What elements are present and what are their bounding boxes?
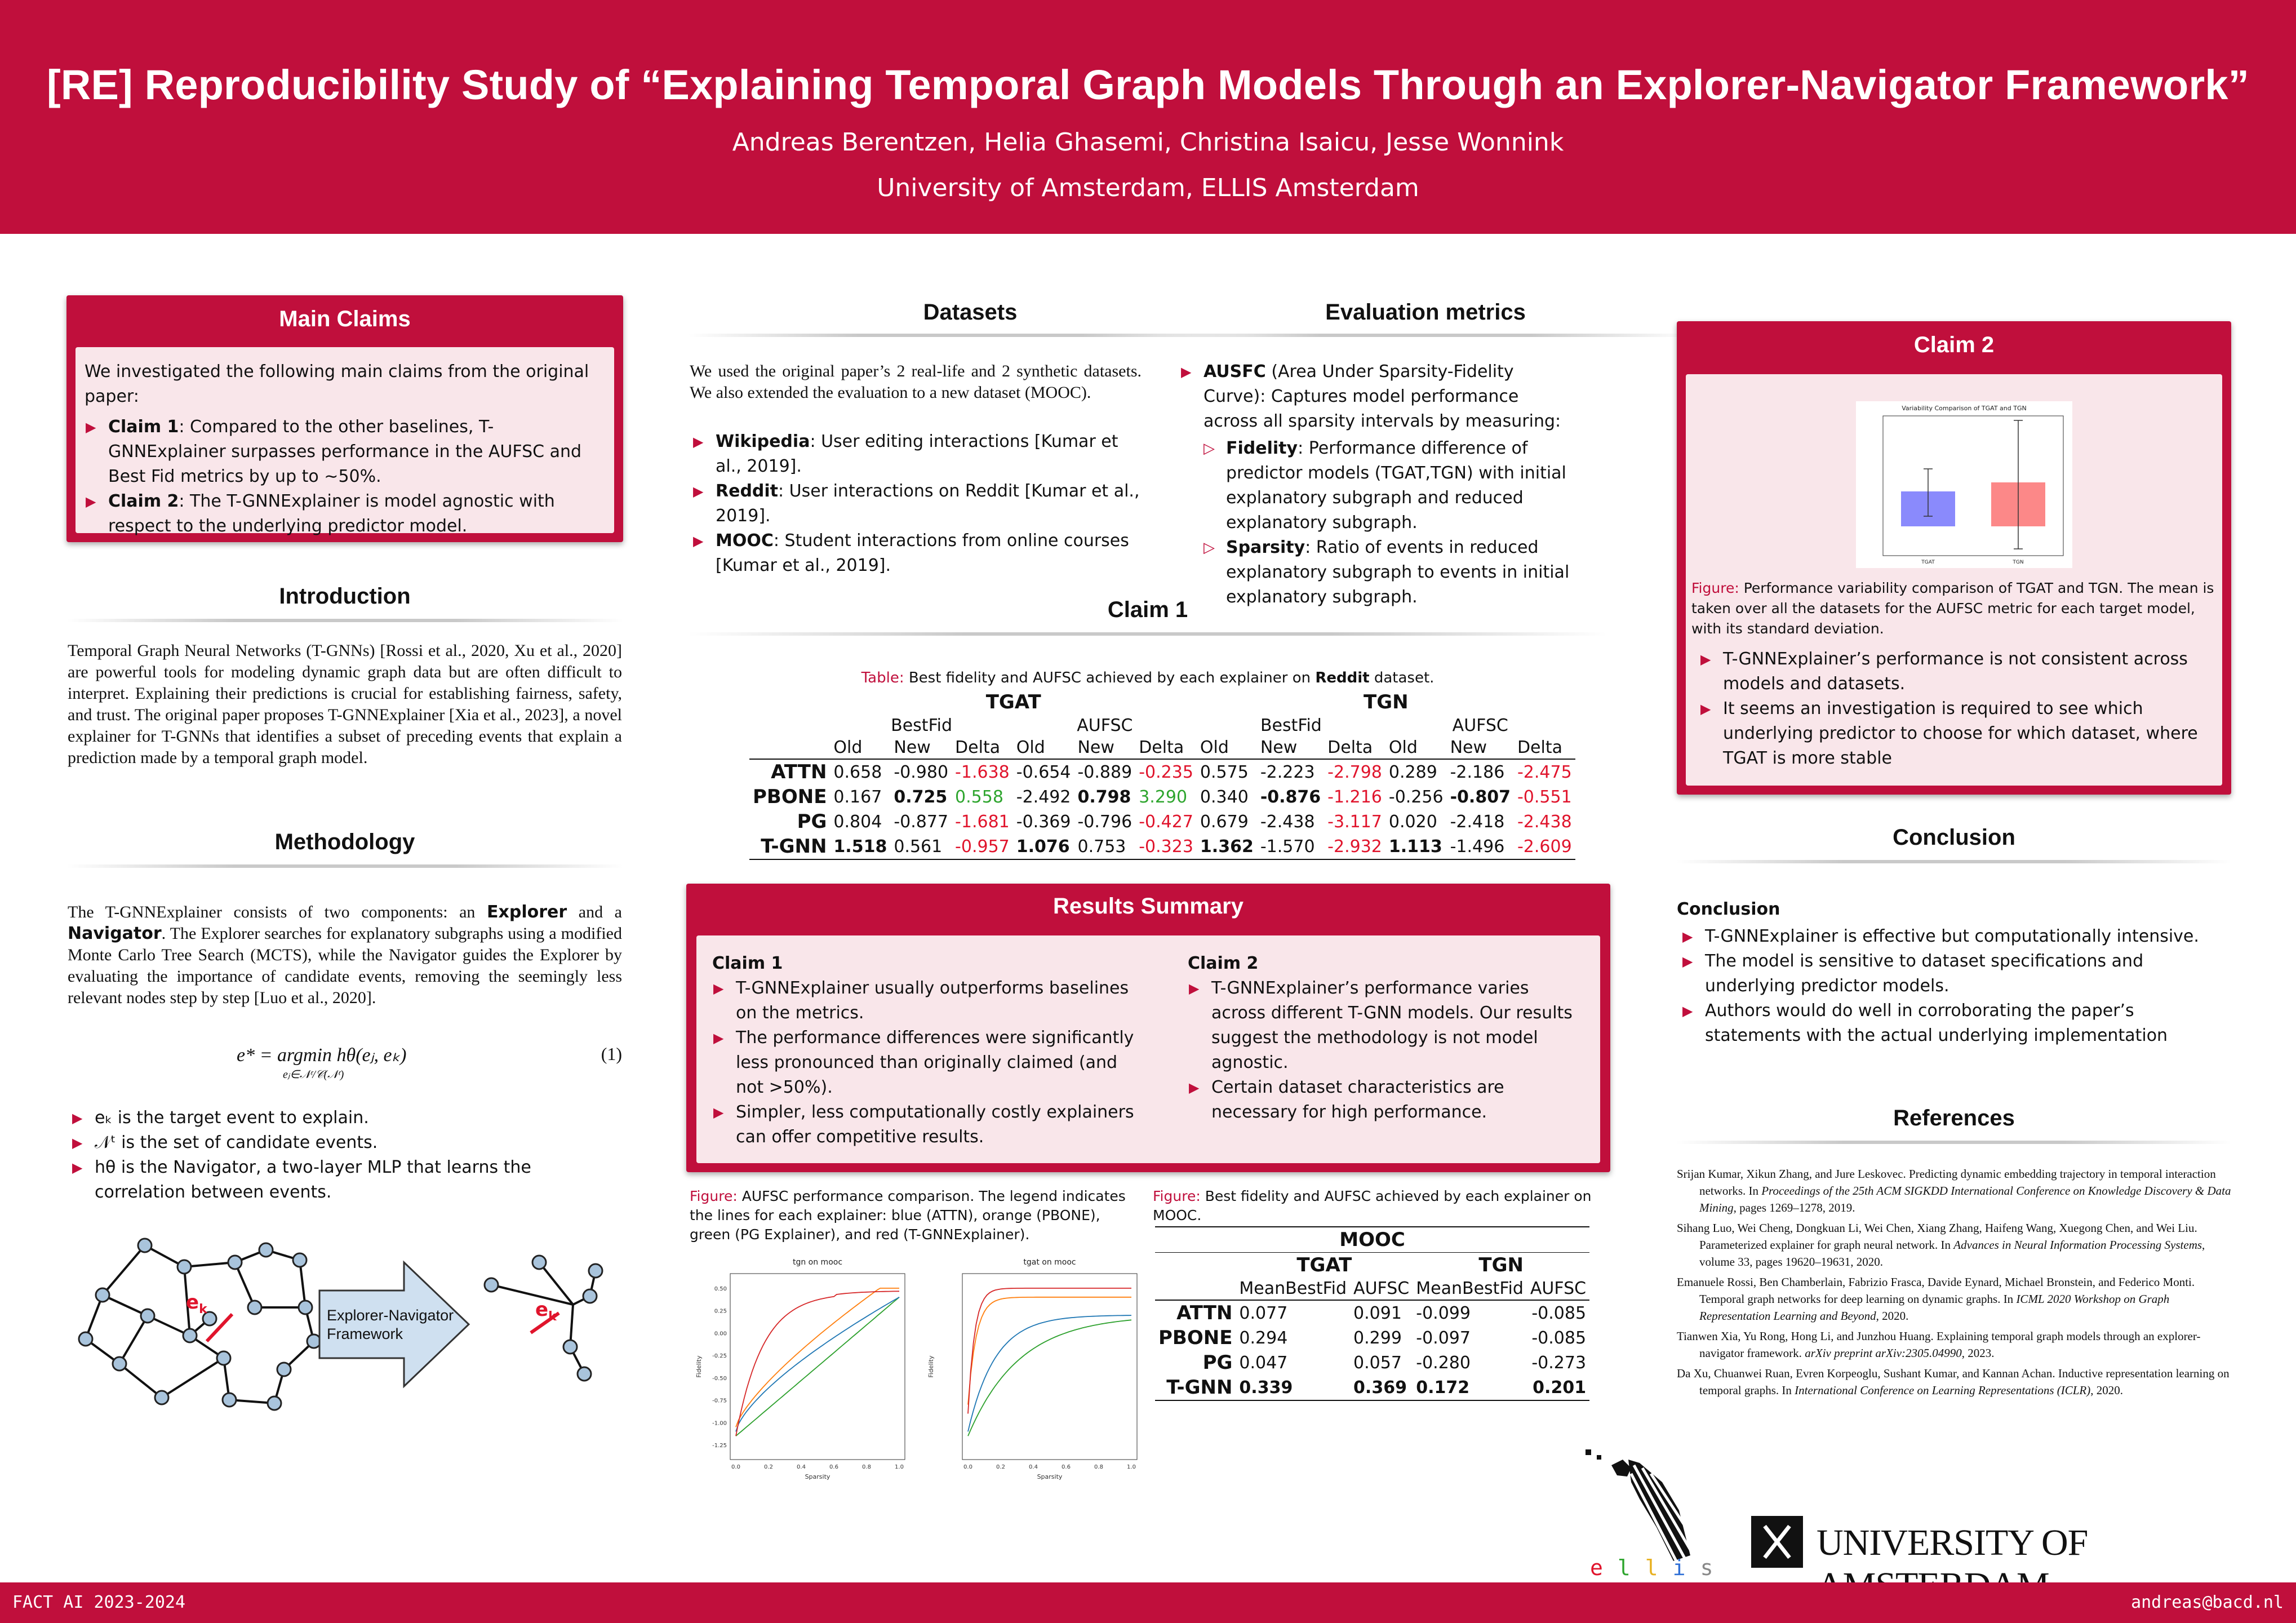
results-claim2 xyxy=(1188,951,1582,1125)
x-tick-label: 0.4 xyxy=(1029,1464,1038,1470)
methodology-bullet: ▶ eₖ is the target event to explain. xyxy=(71,1106,621,1130)
y-tick-label: -1.25 xyxy=(712,1443,727,1449)
table-metric-row: BestFid AUFSC BestFid AUFSC xyxy=(891,716,1508,735)
mooc-table-title: MOOC xyxy=(1339,1229,1405,1251)
results-bullet: ▶ The performance differences were significantly less pronounced than originally claimed (and not >50%). xyxy=(712,1026,1140,1100)
plot-title: tgn on mooc xyxy=(792,1258,843,1267)
framework-arrow-label: Framework xyxy=(327,1325,403,1342)
table-row: ATTN 0.658 -0.980 -1.638 -0.654 -0.889 -0.235 0.575 -2.223 -2.798 0.289 -2.186 -2.475 xyxy=(771,761,1572,783)
metric-item: ▶ AUSFC (Area Under Sparsity-Fidelity Curve): Captures model performance across all sparsity intervals by measuring: ▷ Fidelity: Performance difference of predictor models (TGAT,TGN) with initial explanatory subgraph and reduced explanatory subgraph. ▷ Sparsity: Ratio of events in reduced explanatory subgraph to events in initial explanatory subgraph. xyxy=(1180,360,1574,610)
mooc-results-table xyxy=(1155,1226,1589,1401)
footer-email: andreas@bacd.nl xyxy=(2131,1593,2284,1612)
table-row: T-GNN 0.339 0.369 0.172 0.201 xyxy=(1166,1376,1587,1399)
x-tick-label: 0.4 xyxy=(797,1464,806,1470)
y-tick-label: 0.00 xyxy=(714,1331,727,1337)
x-tick-label: 1.0 xyxy=(895,1464,904,1470)
results-bullet: ▶ Simpler, less computationally costly explainers can offer competitive results. xyxy=(712,1100,1140,1150)
reddit-results-table xyxy=(749,690,1575,860)
table-row: PG 0.804 -0.877 -1.681 -0.369 -0.796 -0.427 0.679 -2.438 -3.117 0.020 -2.418 -2.438 xyxy=(797,810,1572,833)
mooc-table-caption: Figure: Best fidelity and AUFSC achieved by each explainer on MOOC. xyxy=(1153,1188,1592,1223)
ellis-wordmark: ellis xyxy=(1590,1555,1728,1580)
group-header: TGAT xyxy=(985,691,1041,713)
results-bullet: ▶ T-GNNExplainer usually outperforms baselines on the metrics. xyxy=(712,976,1140,1026)
claim2-figure-caption: Figure: Performance variability comparison of TGAT and TGN. The mean is taken over all the datasets for the AUFSC metric for each target model, with its standard deviation. xyxy=(1691,580,2214,637)
main-claims-content xyxy=(76,347,614,536)
dataset-item: ▶ MOOC: Student interactions from online courses [Kumar et al., 2019]. xyxy=(692,529,1143,578)
explorer-navigator-diagram xyxy=(63,1229,627,1420)
results-claim2-title: Claim 2 xyxy=(1188,954,1259,973)
y-tick-label: -0.25 xyxy=(712,1353,727,1360)
metric-subitem: ▷ Sparsity: Ratio of events in reduced explanatory subgraph to events in initial explanatory subgraph. xyxy=(1203,535,1574,610)
table-group-row xyxy=(749,690,1575,715)
claim2-heading: Claim 2 xyxy=(1913,332,1995,357)
conclusion-heading: Conclusion xyxy=(1893,825,2015,850)
main-claims-box xyxy=(66,295,623,542)
poster-authors: Andreas Berentzen, Helia Ghasemi, Christina Isaicu, Jesse Wonnink xyxy=(732,128,1564,157)
introduction-text: Temporal Graph Neural Networks (T-GNNs) [Rossi et al., 2020, Xu et al., 2020] are powerful tools for modeling dynamic graph data but are often difficult to interpret. Explaining their predictions is crucial for establishing fairness, safety, and trust. The original paper proposes T-GNNExplainer [Xia et al., 2023], a novel explainer for T-GNNs that identifies a subset of preceding events that explain a prediction made by a temporal graph model. xyxy=(68,641,622,767)
x-axis-label: Sparsity xyxy=(1037,1473,1063,1480)
results-summary-box xyxy=(686,884,1610,1172)
tgn-tick-label: TGN xyxy=(2013,560,2024,565)
equation-subscript: eⱼ∈𝒩ᵗ/𝒞(𝒩ᵗ) xyxy=(283,1068,344,1081)
tgat-on-mooc-plot xyxy=(924,1254,1149,1497)
dataset-item: ▶ Reddit: User interactions on Reddit [Kumar et al., 2019]. xyxy=(692,479,1143,529)
x-tick-label: 0.0 xyxy=(963,1464,972,1470)
reference-item: Tianwen Xia, Yu Rong, Hong Li, and Junzhou Huang. Explaining temporal graph models through an explorer-navigator framework. arXiv preprint arXiv:2305.04990, 2023. xyxy=(1677,1329,2201,1360)
claim-item: ▶ Claim 2: The T-GNNExplainer is model agnostic with respect to the underlying predictor model. xyxy=(85,489,606,539)
methodology-heading: Methodology xyxy=(274,830,415,854)
graph-edges-left xyxy=(86,1245,314,1403)
x-tick-label: 0.6 xyxy=(1062,1464,1071,1470)
references-list xyxy=(1677,1165,2231,1399)
results-claim1-title: Claim 1 xyxy=(712,954,783,973)
poster-header xyxy=(0,0,2296,234)
section-rule xyxy=(1677,860,2231,863)
conclusion-subheading: Conclusion xyxy=(1677,899,1780,919)
x-tick-label: 0.2 xyxy=(996,1464,1005,1470)
tgn-on-mooc-plot xyxy=(692,1254,917,1497)
section-rule xyxy=(66,619,623,622)
y-tick-label: -1.00 xyxy=(712,1420,727,1427)
conclusion-bullet: ▶ The model is sensitive to dataset specifications and underlying predictor models. xyxy=(1681,949,2222,999)
reference-item: Da Xu, Chuanwei Ruan, Evren Korpeoglu, Sushant Kumar, and Kannan Achan. Inductive representation learning on temporal graphs. In International Conference on Learning Representations (ICLR), 2020. xyxy=(1677,1367,2230,1397)
results-claim1 xyxy=(712,951,1140,1150)
footer-course: FACT AI 2023-2024 xyxy=(12,1593,186,1612)
methodology-bullet: ▶ 𝒩ᵗ is the set of candidate events. xyxy=(71,1130,621,1155)
metric-sublist xyxy=(1203,436,1574,610)
main-claims-heading: Main Claims xyxy=(279,307,411,331)
table-row: PBONE 0.167 0.725 0.558 -2.492 0.798 3.290 0.340 -0.876 -1.216 -0.256 -0.807 -0.551 xyxy=(753,786,1572,808)
results-summary-content xyxy=(696,935,1600,1163)
metrics-heading: Evaluation metrics xyxy=(1325,300,1526,325)
results-bullet: ▶ T-GNNExplainer’s performance varies across different T-GNN models. Our results suggest the methodology is not model agnostic. xyxy=(1188,976,1582,1075)
equation-block xyxy=(68,1044,622,1089)
y-axis-label: Fidelity xyxy=(927,1355,935,1378)
target-node-label: $e_k$ xyxy=(535,1298,557,1324)
x-tick-label: 0.8 xyxy=(862,1464,871,1470)
table-row: PG 0.047 0.057 -0.280 -0.273 xyxy=(1202,1351,1587,1374)
results-summary-heading: Results Summary xyxy=(1053,894,1244,919)
uva-crest-icon xyxy=(1751,1516,1803,1568)
claim-item: ▶ Claim 1: Compared to the other baselines, T-GNNExplainer surpasses performance in the AUFSC and Best Fid metrics by up to ∼50%. xyxy=(85,415,606,489)
y-tick-label: 0.25 xyxy=(714,1308,727,1315)
introduction-heading: Introduction xyxy=(279,584,411,609)
plot-frame xyxy=(962,1274,1137,1460)
metric-subitem: ▷ Fidelity: Performance difference of predictor models (TGAT,TGN) with initial explanatory subgraph and reduced explanatory subgraph. xyxy=(1203,436,1574,535)
uva-wordmark: UNIVERSITY OF xyxy=(1817,1522,2088,1563)
main-claims-intro: We investigated the following main claims from the original paper: xyxy=(85,362,589,406)
tgat-tick-label: TGAT xyxy=(1921,560,1935,565)
poster-affiliation: University of Amsterdam, ELLIS Amsterdam xyxy=(877,174,1419,202)
reference-item: Emanuele Rossi, Ben Chamberlain, Fabrizio Frasca, Davide Eynard, Michael Bronstein, and Federico Monti. Temporal graph networks for deep learning on dynamic graphs. In ICML 2020 Workshop on Graph Representation Learning and Beyond, 2020. xyxy=(1677,1275,2195,1323)
claim2-bullets xyxy=(1699,647,2206,771)
x-tick-label: 0.8 xyxy=(1094,1464,1103,1470)
claim1-heading: Claim 1 xyxy=(1107,597,1188,622)
plot-title: tgat on mooc xyxy=(1023,1258,1076,1267)
equation: e* = argmin hθ(eⱼ, eₖ) xyxy=(237,1045,407,1066)
table-row: PBONE 0.294 0.299 -0.097 -0.085 xyxy=(1158,1327,1587,1349)
table-group-row: TGAT TGN xyxy=(1296,1254,1524,1276)
section-rule xyxy=(66,864,623,868)
metrics-list xyxy=(1180,360,1574,610)
claim1-table-caption: Table: Best fidelity and AUFSC achieved by each explainer on Reddit dataset. xyxy=(861,669,1435,686)
target-node-label: $e_k$ xyxy=(186,1291,207,1316)
x-tick-label: 0.6 xyxy=(829,1464,838,1470)
variability-chart-title: Variability Comparison of TGAT and TGN xyxy=(1902,405,2027,412)
datasets-heading: Datasets xyxy=(923,300,1018,325)
section-rule xyxy=(1161,334,1690,337)
x-axis-label: Sparsity xyxy=(805,1473,831,1480)
aufsc-figure-caption: Figure: AUFSC performance comparison. The legend indicates the lines for each explainer: blue (ATTN), orange (PBONE), green (PG Explainer), and red (T-GNNExplainer). xyxy=(690,1188,1126,1243)
conclusion-bullet: ▶ T-GNNExplainer is effective but computationally intensive. xyxy=(1681,924,2222,949)
framework-arrow xyxy=(319,1262,469,1386)
main-claims-list xyxy=(85,415,606,539)
claim2-box xyxy=(1677,321,2231,795)
x-tick-label: 1.0 xyxy=(1127,1464,1136,1470)
table-row: T-GNN 1.518 0.561 -0.957 1.076 0.753 -0.323 1.362 -1.570 -2.932 1.113 -1.496 -2.609 xyxy=(749,834,1575,859)
methodology-bullets xyxy=(71,1106,621,1205)
reference-item: Sihang Luo, Wei Cheng, Dongkuan Li, Wei Chen, Xiang Zhang, Haifeng Wang, Xuegong Chen, and Wei Liu. Parameterized explainer for graph neural network. In Advances in Neural Information Processing Systems, volume 33, pages 19620–19631, 2020. xyxy=(1677,1221,2205,1269)
datasets-intro: We used the original paper’s 2 real-life and 2 synthetic datasets. We also extended the evaluation to a new dataset (MOOC). xyxy=(690,362,1142,402)
table-title-row xyxy=(1155,1227,1589,1253)
methodology-text: The T-GNNExplainer consists of two components: an Explorer and a Navigator. The Explorer searches for explanatory subgraphs using a modified Monte Carlo Tree Search (MCTS), while the Navigator guides the Explorer by evaluating the importance of candidate events, removing the seemingly less relevant nodes step by step [Luo et al., 2020]. xyxy=(68,902,622,1007)
table-subheader-row: Old New Delta Old New Delta Old New Delta Old New Delta xyxy=(749,737,1575,759)
table-row: ATTN 0.077 0.091 -0.099 -0.085 xyxy=(1176,1302,1587,1324)
reference-item: Srijan Kumar, Xikun Zhang, and Jure Leskovec. Predicting dynamic embedding trajectory in temporal interaction networks. In Proceedings of the 25th ACM SIGKDD International Conference on Knowledge Discovery & Data Mining, pages 1269–1278, 2019. xyxy=(1677,1167,2231,1214)
y-tick-label: -0.75 xyxy=(712,1398,727,1404)
references-heading: References xyxy=(1893,1106,2015,1130)
results-claim1-list xyxy=(712,976,1140,1150)
conclusion-bullets xyxy=(1681,924,2222,1048)
results-claim2-list xyxy=(1188,976,1582,1125)
claim2-bullet: ▶ It seems an investigation is required to see which underlying predictor to choose for which dataset, where TGAT is more stable xyxy=(1699,697,2206,771)
y-axis-label: Fidelity xyxy=(695,1355,703,1378)
claim2-bullet: ▶ T-GNNExplainer’s performance is not consistent across models and datasets. xyxy=(1699,647,2206,697)
methodology-bullet: ▶ hθ is the Navigator, a two-layer MLP that learns the correlation between events. xyxy=(71,1155,621,1205)
y-tick-label: -0.50 xyxy=(712,1375,727,1382)
y-tick-label: 0.50 xyxy=(714,1285,727,1292)
x-tick-label: 0.0 xyxy=(731,1464,740,1470)
poster-footer xyxy=(0,1582,2296,1623)
datasets-list xyxy=(692,429,1143,578)
conclusion-bullet: ▶ Authors would do well in corroborating the paper’s statements with the actual underlying implementation xyxy=(1681,999,2222,1048)
results-bullet: ▶ Certain dataset characteristics are necessary for high performance. xyxy=(1188,1075,1582,1125)
poster-title: [RE] Reproducibility Study of “Explaining Temporal Graph Models Through an Explorer-Navigator Framework” xyxy=(47,61,2249,108)
equation-number: (1) xyxy=(601,1044,622,1064)
framework-arrow-label: Explorer-Navigator xyxy=(327,1307,454,1324)
claim2-content xyxy=(1686,374,2222,786)
section-rule xyxy=(1677,1141,2231,1144)
variability-chart xyxy=(1856,401,2072,568)
group-header: TGN xyxy=(1364,691,1409,713)
dataset-item: ▶ Wikipedia: User editing interactions [Kumar et al., 2019]. xyxy=(692,429,1143,479)
table-subheader-row: MeanBestFid AUFSC MeanBestFid AUFSC xyxy=(1155,1278,1589,1300)
section-rule xyxy=(689,632,1607,636)
x-tick-label: 0.2 xyxy=(764,1464,773,1470)
